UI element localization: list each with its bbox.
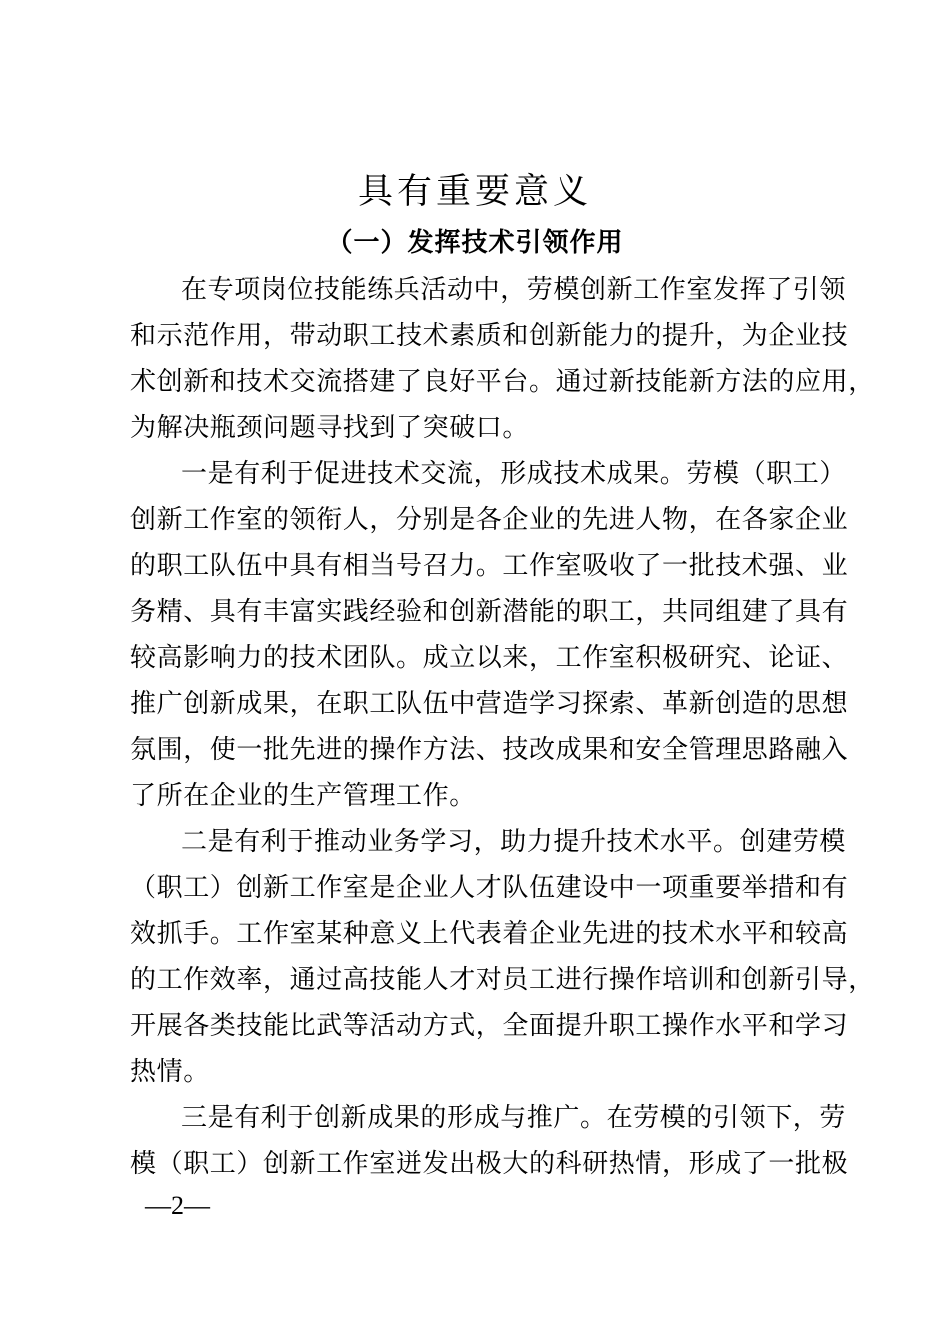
paragraph-line: 务精、具有丰富实践经验和创新潜能的职工，共同组建了具有 bbox=[130, 597, 849, 627]
paragraph-line: （职工）创新工作室是企业人才队伍建设中一项重要举措和有 bbox=[130, 873, 849, 903]
paragraph-line: 和示范作用，带动职工技术素质和创新能力的提升，为企业技 bbox=[130, 321, 849, 351]
paragraph-line: 三是有利于创新成果的形成与推广。在劳模的引领下，劳 bbox=[181, 1103, 847, 1133]
paragraph-line: 创新工作室的领衔人，分别是各企业的先进人物，在各家企业 bbox=[130, 505, 849, 535]
paragraph-line: 的工作效率，通过高技能人才对员工进行操作培训和创新引导， bbox=[130, 965, 875, 995]
paragraph-line: 效抓手。工作室某种意义上代表着企业先进的技术水平和较高 bbox=[130, 919, 849, 949]
paragraph-line: 较高影响力的技术团队。成立以来，工作室积极研究、论证、 bbox=[130, 643, 849, 673]
paragraph-line: 为解决瓶颈问题寻找到了突破口。 bbox=[130, 413, 530, 443]
paragraph-line: 一是有利于促进技术交流，形成技术成果。劳模（职工） bbox=[181, 459, 847, 489]
section-title: 具有重要意义 bbox=[357, 172, 592, 212]
paragraph-line: 了所在企业的生产管理工作。 bbox=[130, 781, 476, 811]
paragraph-line: 的职工队伍中具有相当号召力。工作室吸收了一批技术强、业 bbox=[130, 551, 849, 581]
paragraph-line: 二是有利于推动业务学习，助力提升技术水平。创建劳模 bbox=[181, 827, 847, 857]
subsection-heading: （一）发挥技术引领作用 bbox=[326, 228, 624, 258]
paragraph-line: 推广创新成果，在职工队伍中营造学习探索、革新创造的思想 bbox=[130, 689, 849, 719]
paragraph-line: 氛围，使一批先进的操作方法、技改成果和安全管理思路融入 bbox=[130, 735, 849, 765]
paragraph-line: 在专项岗位技能练兵活动中，劳模创新工作室发挥了引领 bbox=[181, 275, 847, 305]
paragraph-line: 热情。 bbox=[130, 1057, 210, 1087]
page-number: —2— bbox=[145, 1191, 210, 1220]
paragraph-line: 术创新和技术交流搭建了良好平台。通过新技能新方法的应用， bbox=[130, 367, 875, 397]
paragraph-line: 模（职工）创新工作室迸发出极大的科研热情，形成了一批极 bbox=[130, 1149, 849, 1179]
paragraph-line: 开展各类技能比武等活动方式，全面提升职工操作水平和学习 bbox=[130, 1011, 849, 1041]
